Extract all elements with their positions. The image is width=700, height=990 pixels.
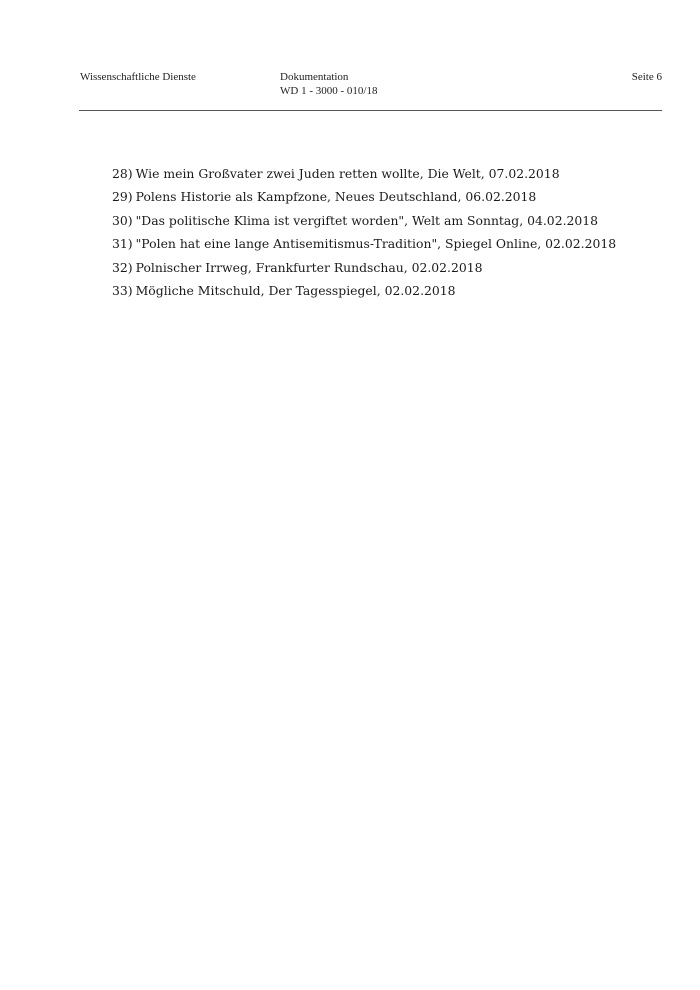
reference-number: 33) bbox=[112, 283, 133, 299]
document-info bbox=[280, 70, 377, 98]
reference-item bbox=[112, 232, 652, 255]
header-divider bbox=[79, 110, 662, 111]
page-header bbox=[80, 70, 662, 100]
reference-number: 31) bbox=[112, 236, 133, 252]
document-type: Dokumentation bbox=[280, 71, 349, 83]
reference-text: "Polen hat eine lange Antisemitismus-Tradition", Spiegel Online, 02.02.2018 bbox=[135, 236, 617, 252]
reference-text: Polens Historie als Kampfzone, Neues Deutschland, 06.02.2018 bbox=[135, 189, 537, 205]
reference-item bbox=[112, 256, 652, 279]
reference-number: 28) bbox=[112, 166, 133, 181]
reference-item bbox=[112, 279, 652, 302]
reference-text: "Das politische Klima ist vergiftet worden", Welt am Sonntag, 04.02.2018 bbox=[135, 212, 599, 228]
document-number: WD 1 - 3000 - 010/18 bbox=[280, 85, 378, 97]
reference-number: 30) bbox=[112, 212, 133, 228]
reference-item bbox=[112, 209, 652, 232]
reference-item bbox=[112, 162, 652, 185]
reference-item bbox=[112, 185, 652, 208]
reference-text: Wie mein Großvater zwei Juden retten wollte, Die Welt, 07.02.2018 bbox=[135, 166, 560, 181]
page-number: Seite 6 bbox=[631, 71, 662, 83]
reference-text: Polnischer Irrweg, Frankfurter Rundschau, 02.02.2018 bbox=[135, 259, 483, 275]
reference-list bbox=[112, 162, 652, 302]
institution-name: Wissenschaftliche Dienste bbox=[80, 71, 196, 83]
reference-text: Mögliche Mitschuld, Der Tagesspiegel, 02.02.2018 bbox=[135, 283, 456, 299]
reference-number: 32) bbox=[112, 259, 133, 275]
reference-number: 29) bbox=[112, 189, 133, 205]
